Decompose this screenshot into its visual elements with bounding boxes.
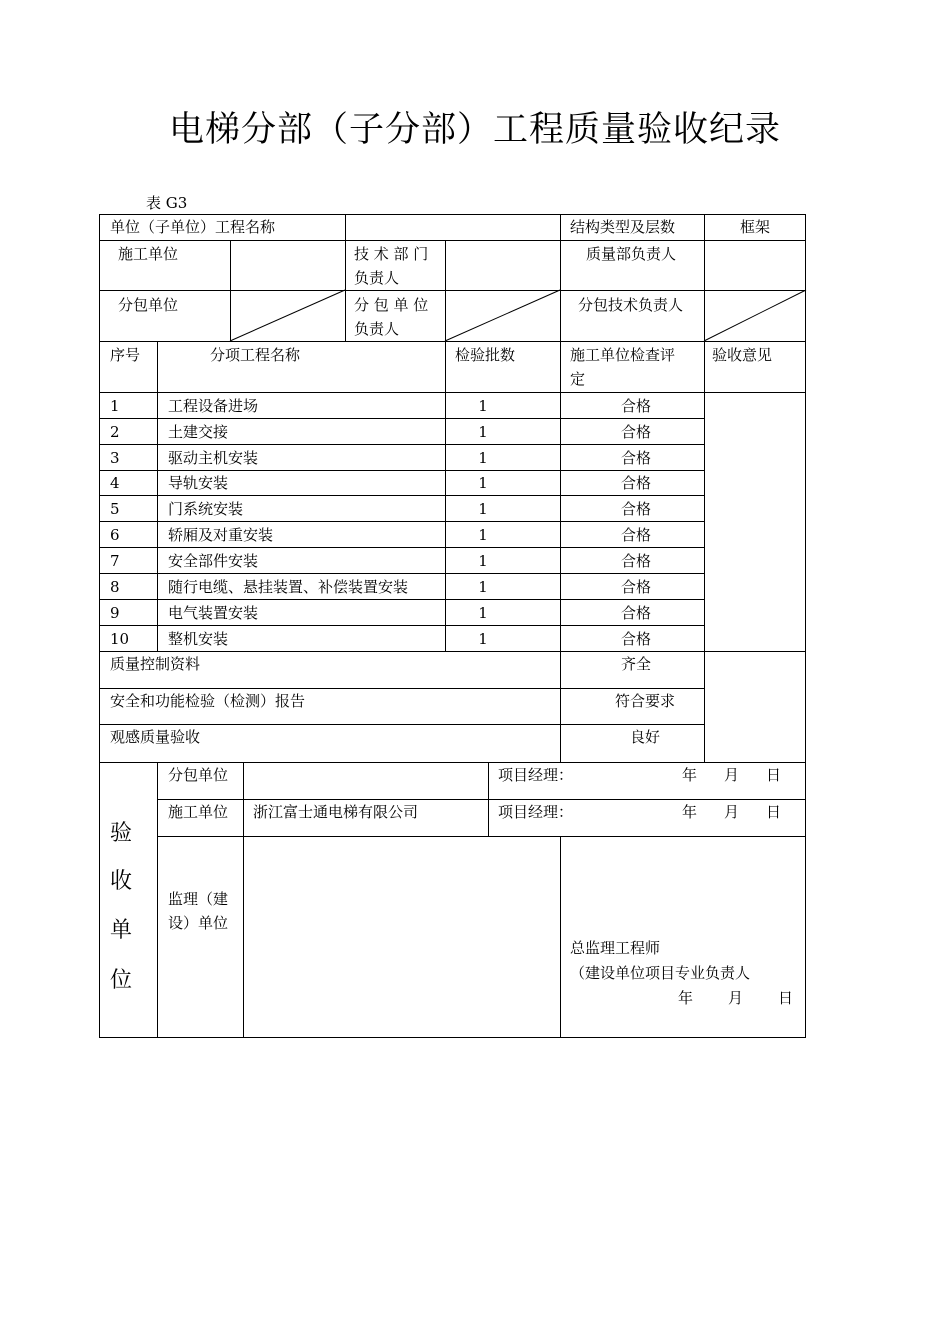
item-eval: 合格	[620, 449, 651, 467]
col-divider	[157, 341, 158, 651]
date-year: 年	[678, 989, 694, 1007]
empty-cell-slash	[445, 290, 560, 341]
item-no: 6	[110, 526, 120, 544]
acceptance-side-char: 收	[110, 869, 133, 894]
item-batches: 1	[478, 630, 488, 648]
col-header-no: 序号	[110, 346, 141, 364]
item-name: 电气装置安装	[168, 604, 259, 622]
date-month: 月	[728, 989, 744, 1007]
col-divider	[157, 762, 158, 1038]
item-no: 10	[110, 630, 130, 648]
item-name: 工程设备进场	[168, 397, 259, 415]
item-batches: 1	[478, 604, 488, 622]
safety-function-report-label: 安全和功能检验（检测）报告	[110, 692, 306, 710]
col-header-item-name: 分项工程名称	[210, 346, 301, 364]
row-divider	[99, 392, 806, 393]
structure-type-label: 结构类型及层数	[570, 218, 676, 236]
item-name: 门系统安装	[168, 500, 244, 518]
date-year: 年	[682, 766, 698, 784]
item-batches: 1	[478, 500, 488, 518]
tech-dept-head-label: 技 术 部 门	[354, 245, 429, 263]
item-eval: 合格	[620, 552, 651, 570]
item-no: 8	[110, 578, 120, 596]
item-eval: 合格	[620, 474, 651, 492]
quality-control-docs-value: 齐全	[620, 655, 651, 673]
item-batches: 1	[478, 578, 488, 596]
tech-dept-head-label-2: 负责人	[354, 269, 400, 287]
item-eval: 合格	[620, 500, 651, 518]
owner-project-head-label: （建设单位项目专业负责人	[570, 964, 751, 982]
row-divider	[99, 341, 806, 342]
supervision-unit-label-2: 设）单位	[168, 914, 229, 932]
structure-type-value: 框架	[739, 218, 770, 236]
sub-tech-head-label: 分包技术负责人	[578, 296, 684, 314]
item-name: 轿厢及对重安装	[168, 526, 274, 544]
appearance-quality-value: 良好	[629, 728, 660, 746]
acceptance-construction-unit-label: 施工单位	[168, 803, 229, 821]
chief-supervision-engineer-label: 总监理工程师	[570, 939, 661, 957]
item-no: 5	[110, 500, 120, 518]
col-header-batches: 检验批数	[455, 346, 516, 364]
col-divider	[345, 214, 346, 240]
col-divider	[560, 240, 561, 341]
unit-project-name-label: 单位（子单位）工程名称	[110, 218, 276, 236]
item-batches: 1	[478, 552, 488, 570]
acceptance-side-char: 验	[110, 821, 133, 846]
acceptance-construction-unit-value: 浙江富士通电梯有限公司	[253, 803, 419, 821]
construction-unit-pm-label: 项目经理：	[498, 803, 574, 821]
item-eval: 合格	[620, 604, 651, 622]
quality-dept-head-label: 质量部负责人	[586, 245, 677, 263]
date-day: 日	[766, 803, 782, 821]
page-title: 电梯分部（子分部）工程质量验收纪录	[168, 110, 781, 150]
construction-unit-label: 施工单位	[118, 245, 179, 263]
item-no: 2	[110, 423, 120, 441]
empty-cell-slash	[704, 290, 806, 341]
item-batches: 1	[478, 449, 488, 467]
item-batches: 1	[478, 423, 488, 441]
supervision-unit-label: 监理（建	[168, 890, 229, 908]
item-eval: 合格	[620, 630, 651, 648]
item-batches: 1	[478, 526, 488, 544]
item-eval: 合格	[620, 578, 651, 596]
item-name: 安全部件安装	[168, 552, 259, 570]
date-day: 日	[778, 989, 794, 1007]
item-name: 土建交接	[168, 423, 229, 441]
col-divider	[560, 214, 561, 240]
item-no: 3	[110, 449, 120, 467]
col-header-eval-2: 定	[570, 370, 586, 388]
item-no: 4	[110, 474, 120, 492]
date-month: 月	[724, 803, 740, 821]
item-eval: 合格	[620, 423, 651, 441]
item-eval: 合格	[620, 526, 651, 544]
row-divider	[157, 836, 806, 837]
appearance-quality-label: 观感质量验收	[110, 728, 201, 746]
sub-unit-head-label-2: 负责人	[354, 320, 400, 338]
row-divider	[99, 240, 806, 241]
col-divider	[345, 240, 346, 341]
item-name: 随行电缆、悬挂装置、补偿装置安装	[168, 578, 409, 596]
item-batches: 1	[478, 397, 488, 415]
item-no: 1	[110, 397, 120, 415]
item-no: 9	[110, 604, 120, 622]
date-month: 月	[724, 766, 740, 784]
sub-unit-head-label: 分 包 单 位	[354, 296, 429, 314]
item-batches: 1	[478, 474, 488, 492]
item-name: 驱动主机安装	[168, 449, 259, 467]
sub-unit-pm-label: 项目经理：	[498, 766, 574, 784]
col-header-opinion: 验收意见	[712, 346, 773, 364]
date-year: 年	[682, 803, 698, 821]
acceptance-side-char: 单	[110, 918, 133, 943]
item-eval: 合格	[620, 397, 651, 415]
acceptance-side-char: 位	[110, 968, 133, 993]
col-header-eval: 施工单位检查评	[570, 346, 676, 364]
safety-function-report-value: 符合要求	[614, 692, 675, 710]
acceptance-sub-unit-label: 分包单位	[168, 766, 229, 784]
item-name: 整机安装	[168, 630, 229, 648]
sub-unit-label: 分包单位	[118, 296, 179, 314]
item-no: 7	[110, 552, 120, 570]
empty-cell-slash	[230, 290, 345, 341]
col-divider	[243, 762, 244, 1038]
form-number: 表 G3	[146, 194, 188, 212]
date-day: 日	[766, 766, 782, 784]
quality-control-docs-label: 质量控制资料	[110, 655, 201, 673]
item-name: 导轨安装	[168, 474, 229, 492]
col-divider	[560, 836, 561, 1038]
